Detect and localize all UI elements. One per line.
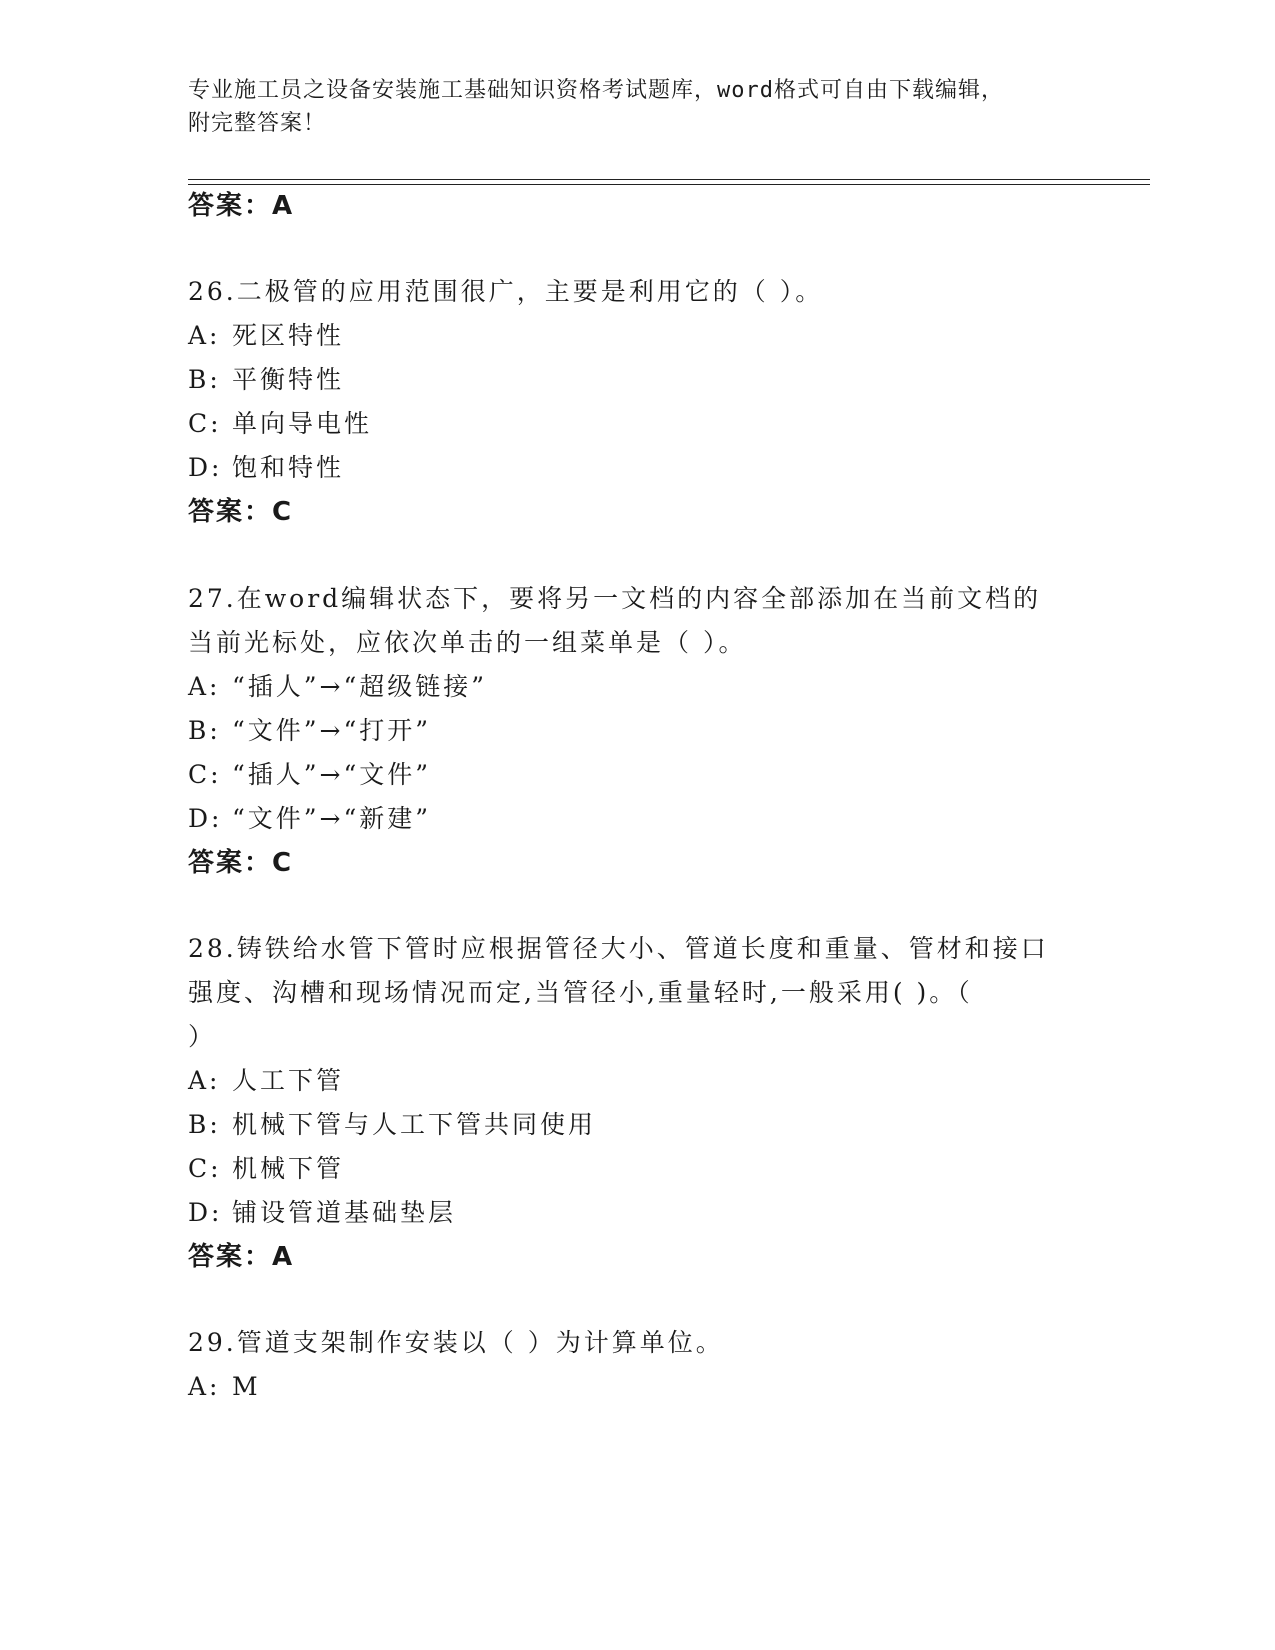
option-text: M xyxy=(232,1372,261,1401)
question-28-option-b xyxy=(188,1109,596,1141)
option-text: 机械下管与人工下管共同使用 xyxy=(232,1110,597,1139)
option-letter: C: xyxy=(188,760,222,789)
question-26-answer: 答案：C xyxy=(188,497,294,527)
question-26-option-c xyxy=(188,408,372,440)
option-letter: A: xyxy=(188,1066,221,1095)
document-header xyxy=(188,74,1068,140)
question-29-stem: 29.管道支架制作安装以（ ）为计算单位。 xyxy=(188,1328,724,1357)
option-letter: C: xyxy=(188,409,222,438)
option-letter: A: xyxy=(188,1372,221,1401)
question-27-stem-line-2: 当前光标处，应依次单击的一组菜单是（ ）。 xyxy=(188,628,747,657)
option-letter: B: xyxy=(188,1110,221,1139)
question-27-answer: 答案：C xyxy=(188,848,294,878)
option-text: 单向导电性 xyxy=(232,409,373,438)
option-text: “文件”→“新建” xyxy=(232,804,432,833)
option-letter: A: xyxy=(188,321,221,350)
question-28-stem-line-3: ） xyxy=(188,1022,217,1051)
option-text: “文件”→“打开” xyxy=(232,716,432,745)
option-letter: D: xyxy=(188,453,223,482)
option-text: 人工下管 xyxy=(232,1066,345,1095)
header-divider-top xyxy=(188,179,1150,180)
option-text: 饱和特性 xyxy=(232,453,345,482)
question-28-option-a xyxy=(188,1065,344,1097)
answer-line: 答案：A xyxy=(188,191,295,221)
question-27-stem-line-1: 27.在word编辑状态下，要将另一文档的内容全部添加在当前文档的 xyxy=(188,584,1042,613)
option-text: 平衡特性 xyxy=(232,365,345,394)
option-letter: D: xyxy=(188,1198,223,1227)
option-text: “插人”→“超级链接” xyxy=(232,672,488,701)
question-29-option-a xyxy=(188,1371,261,1403)
question-28-option-d xyxy=(188,1197,456,1229)
option-text: 死区特性 xyxy=(232,321,345,350)
question-26-option-a xyxy=(188,320,344,352)
option-text: 铺设管道基础垫层 xyxy=(232,1198,457,1227)
option-letter: A: xyxy=(188,672,221,701)
header-divider-bottom xyxy=(188,184,1150,185)
option-letter: C: xyxy=(188,1154,222,1183)
question-27-option-d xyxy=(188,803,431,835)
question-27-option-b xyxy=(188,715,431,747)
header-line-2: 附完整答案！ xyxy=(188,111,327,136)
option-letter: D: xyxy=(188,804,223,833)
question-28-stem-line-1: 28.铸铁给水管下管时应根据管径大小、管道长度和重量、管材和接口 xyxy=(188,934,1049,963)
option-text: 机械下管 xyxy=(232,1154,345,1183)
question-27-option-c xyxy=(188,759,431,791)
question-26-option-b xyxy=(188,364,344,396)
option-letter: B: xyxy=(188,365,221,394)
question-26-option-d xyxy=(188,452,344,484)
question-28-option-c xyxy=(188,1153,344,1185)
option-letter: B: xyxy=(188,716,221,745)
question-28-stem-line-2: 强度、沟槽和现场情况而定,当管径小,重量轻时,一般采用( )。（ xyxy=(188,978,973,1007)
question-28-answer: 答案：A xyxy=(188,1242,295,1272)
question-26-stem: 26.二极管的应用范围很广，主要是利用它的（ ）。 xyxy=(188,277,824,306)
question-27-option-a xyxy=(188,671,487,703)
option-text: “插人”→“文件” xyxy=(232,760,432,789)
header-line-1: 专业施工员之设备安装施工基础知识资格考试题库，word格式可自由下载编辑， xyxy=(188,78,1004,103)
